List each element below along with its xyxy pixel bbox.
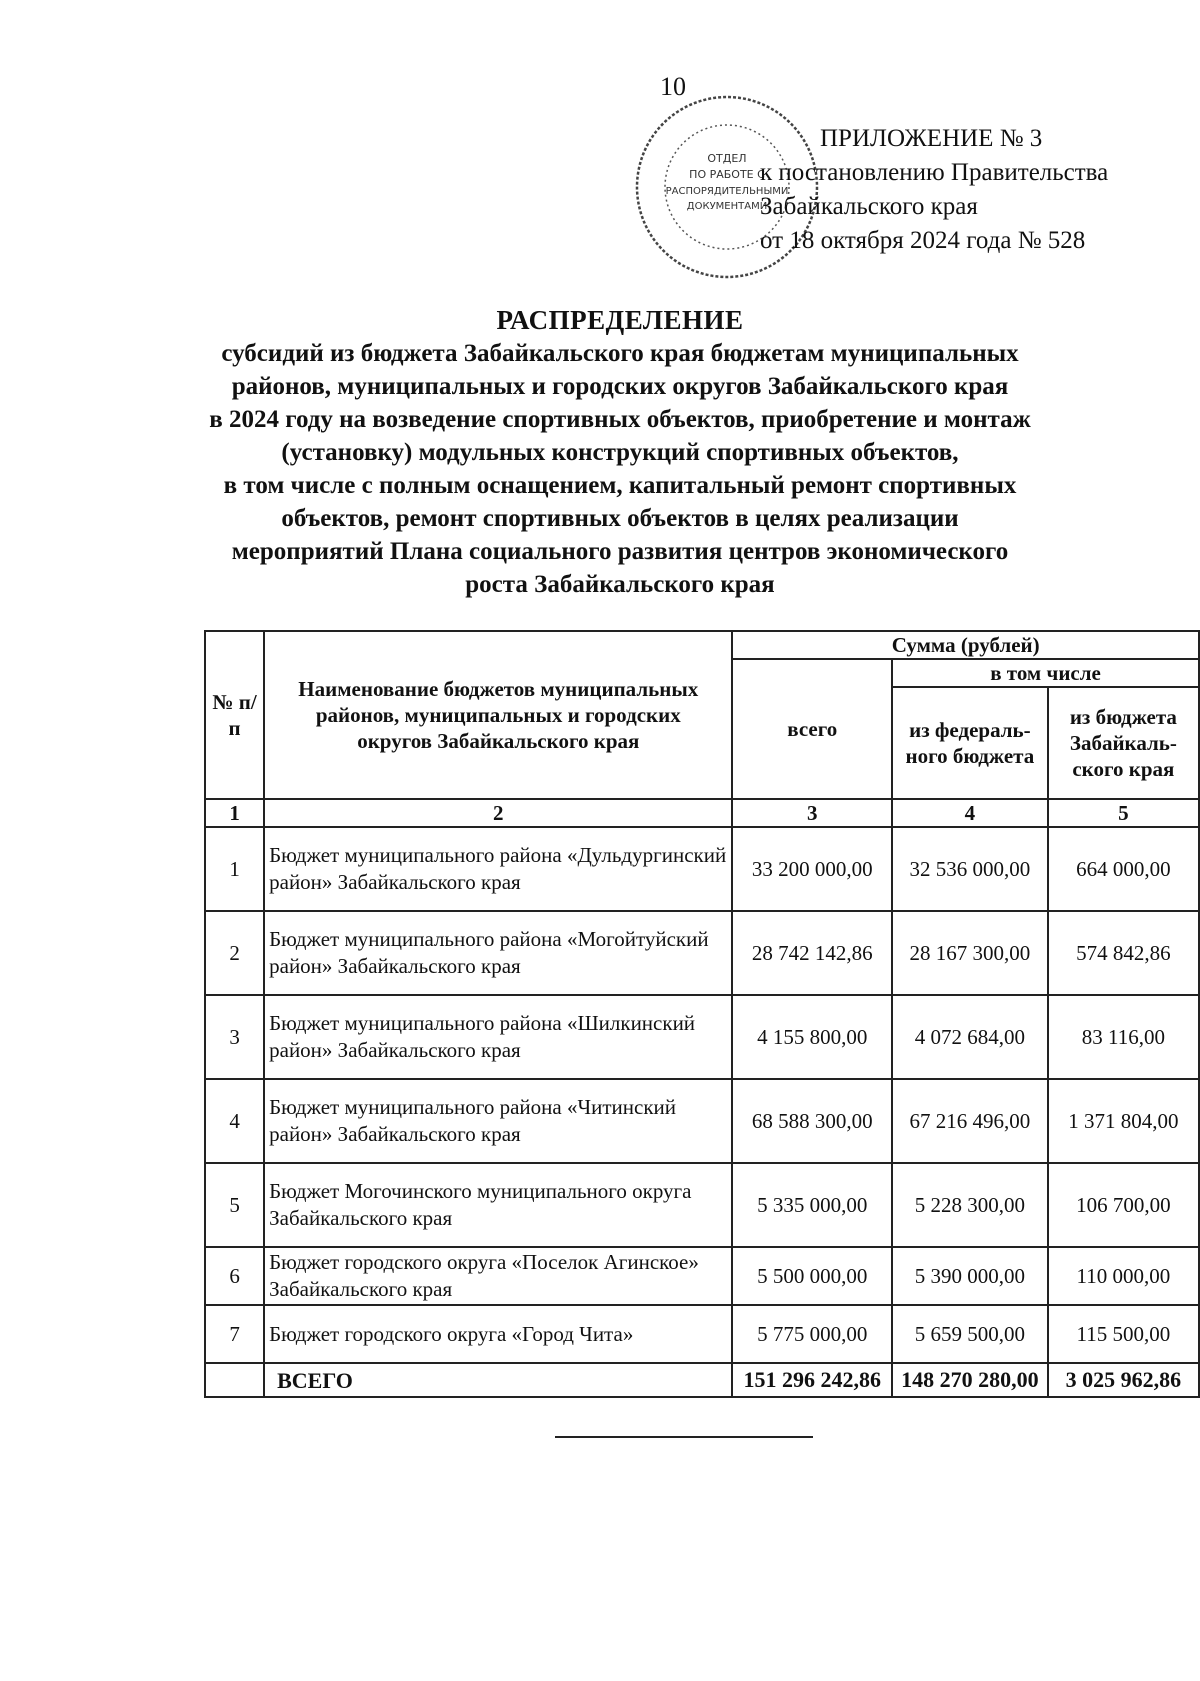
header-name: Наименование бюджетов муниципальных районов, муниципальных и городских округов Забайкальского края bbox=[264, 631, 732, 799]
total-federal: 148 270 280,00 bbox=[892, 1363, 1048, 1397]
subsidy-table bbox=[204, 630, 1200, 1398]
row-number: 4 bbox=[205, 1079, 264, 1163]
col-number: 2 bbox=[264, 799, 732, 827]
row-number: 6 bbox=[205, 1247, 264, 1305]
row-number: 5 bbox=[205, 1163, 264, 1247]
appendix-line-2: Забайкальского края bbox=[760, 193, 978, 220]
title-line: роста Забайкальского края bbox=[465, 571, 775, 598]
row-budget-name: Бюджет городского округа «Поселок Агинское» Забайкальского края bbox=[264, 1247, 732, 1305]
title-line: в 2024 году на возведение спортивных объектов, приобретение и монтаж bbox=[209, 406, 1031, 433]
row-number: 2 bbox=[205, 911, 264, 995]
row-budget-name: Бюджет муниципального района «Читинский район» Забайкальского края bbox=[264, 1079, 732, 1163]
document-title bbox=[200, 304, 1040, 601]
table-row bbox=[205, 1079, 1199, 1163]
page-number: 10 bbox=[660, 72, 686, 101]
row-regional: 83 116,00 bbox=[1048, 995, 1199, 1079]
title-line: объектов, ремонт спортивных объектов в целях реализации bbox=[281, 505, 959, 532]
title-line: районов, муниципальных и городских округов Забайкальского края bbox=[231, 373, 1009, 400]
title-line: субсидий из бюджета Забайкальского края бюджетам муниципальных bbox=[221, 340, 1019, 367]
row-total: 5 500 000,00 bbox=[732, 1247, 892, 1305]
row-total: 4 155 800,00 bbox=[732, 995, 892, 1079]
total-regional: 3 025 962,86 bbox=[1048, 1363, 1199, 1397]
row-regional: 110 000,00 bbox=[1048, 1247, 1199, 1305]
stamp-line-4: ДОКУМЕНТАМИ bbox=[686, 201, 768, 212]
row-regional: 1 371 804,00 bbox=[1048, 1079, 1199, 1163]
header-federal: из федераль-ного бюджета bbox=[892, 687, 1048, 799]
title-line: (установку) модульных конструкций спортивных объектов, bbox=[281, 439, 959, 466]
row-total: 5 335 000,00 bbox=[732, 1163, 892, 1247]
row-budget-name: Бюджет муниципального района «Могойтуйский район» Забайкальского края bbox=[264, 911, 732, 995]
row-regional: 574 842,86 bbox=[1048, 911, 1199, 995]
appendix-line-1: к постановлению Правительства bbox=[760, 159, 1109, 186]
row-federal: 67 216 496,00 bbox=[892, 1079, 1048, 1163]
row-regional: 664 000,00 bbox=[1048, 827, 1199, 911]
col-number: 3 bbox=[732, 799, 892, 827]
header-including: в том числе bbox=[892, 659, 1199, 687]
row-total: 33 200 000,00 bbox=[732, 827, 892, 911]
header-num: № п/п bbox=[205, 631, 264, 799]
row-budget-name: Бюджет городского округа «Город Чита» bbox=[264, 1305, 732, 1363]
row-federal: 5 228 300,00 bbox=[892, 1163, 1048, 1247]
stamp-line-2: ПО РАБОТЕ С bbox=[689, 168, 765, 181]
col-number: 1 bbox=[205, 799, 264, 827]
row-regional: 115 500,00 bbox=[1048, 1305, 1199, 1363]
col-number: 4 bbox=[892, 799, 1048, 827]
row-federal: 5 390 000,00 bbox=[892, 1247, 1048, 1305]
stamp-line-3: РАСПОРЯДИТЕЛЬНЫМИ bbox=[665, 186, 789, 197]
appendix-line-3: от 18 октября 2024 года № 528 bbox=[760, 227, 1086, 254]
title-line: в том числе с полным оснащением, капитальный ремонт спортивных bbox=[223, 472, 1017, 499]
table-row bbox=[205, 1163, 1199, 1247]
total-empty-cell bbox=[205, 1363, 264, 1397]
row-number: 1 bbox=[205, 827, 264, 911]
row-number: 3 bbox=[205, 995, 264, 1079]
total-label: ВСЕГО bbox=[264, 1363, 732, 1397]
row-regional: 106 700,00 bbox=[1048, 1163, 1199, 1247]
table-row bbox=[205, 1247, 1199, 1305]
total-row bbox=[205, 1363, 1199, 1397]
table-row bbox=[205, 911, 1199, 995]
row-budget-name: Бюджет муниципального района «Шилкинский район» Забайкальского края bbox=[264, 995, 732, 1079]
row-total: 28 742 142,86 bbox=[732, 911, 892, 995]
row-budget-name: Бюджет муниципального района «Дульдургинский район» Забайкальского края bbox=[264, 827, 732, 911]
table-row bbox=[205, 827, 1199, 911]
table-row bbox=[205, 1305, 1199, 1363]
col-number: 5 bbox=[1048, 799, 1199, 827]
title-main: РАСПРЕДЕЛЕНИЕ bbox=[496, 305, 744, 335]
stamp-line-1: ОТДЕЛ bbox=[707, 152, 747, 165]
row-federal: 4 072 684,00 bbox=[892, 995, 1048, 1079]
appendix-header bbox=[760, 122, 1180, 258]
row-federal: 5 659 500,00 bbox=[892, 1305, 1048, 1363]
row-number: 7 bbox=[205, 1305, 264, 1363]
row-budget-name: Бюджет Могочинского муниципального округа Забайкальского края bbox=[264, 1163, 732, 1247]
title-line: мероприятий Плана социального развития центров экономического bbox=[231, 538, 1009, 565]
table-row bbox=[205, 995, 1199, 1079]
header-sum: Сумма (рублей) bbox=[732, 631, 1199, 659]
row-total: 5 775 000,00 bbox=[732, 1305, 892, 1363]
total-sum: 151 296 242,86 bbox=[732, 1363, 892, 1397]
header-regional: из бюджета Забайкаль-ского края bbox=[1048, 687, 1199, 799]
appendix-heading: ПРИЛОЖЕНИЕ № 3 bbox=[820, 125, 1043, 152]
row-federal: 32 536 000,00 bbox=[892, 827, 1048, 911]
row-federal: 28 167 300,00 bbox=[892, 911, 1048, 995]
row-total: 68 588 300,00 bbox=[732, 1079, 892, 1163]
header-total: всего bbox=[732, 659, 892, 799]
end-divider bbox=[555, 1436, 813, 1438]
